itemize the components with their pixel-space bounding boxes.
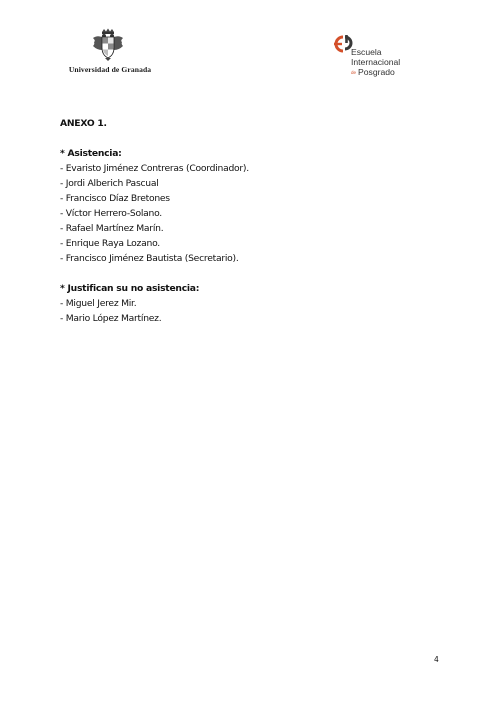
excused-list xyxy=(60,296,440,326)
school-name xyxy=(351,47,400,78)
excused-heading: * Justifican su no asistencia: xyxy=(60,283,200,294)
page-number: 4 xyxy=(434,655,439,664)
university-name: Universidad de Granada xyxy=(68,65,152,74)
annex-content xyxy=(60,116,440,326)
list-item: - Enrique Raya Lozano. xyxy=(60,238,160,249)
annex-title: ANEXO 1. xyxy=(60,118,107,129)
list-item: - Francisco Jiménez Bautista (Secretario). xyxy=(60,253,239,264)
list-item: - Rafael Martínez Marín. xyxy=(60,223,164,234)
attendance-heading: * Asistencia: xyxy=(60,148,122,159)
list-item: - Mario López Martínez. xyxy=(60,313,162,324)
list-item: - Víctor Herrero-Solano. xyxy=(60,208,162,219)
list-item: - Miguel Jerez Mir. xyxy=(60,298,137,309)
school-name-line2: Internacional xyxy=(351,57,401,67)
school-logo xyxy=(330,31,440,83)
spacer xyxy=(60,131,440,146)
school-name-line1: Escuela xyxy=(351,47,382,57)
school-name-prefix: de xyxy=(351,70,357,75)
list-item: - Jordi Alberich Pascual xyxy=(60,178,159,189)
list-item: - Evaristo Jiménez Contreras (Coordinador). xyxy=(60,163,249,174)
school-name-line3 xyxy=(351,67,400,78)
school-name-word: Posgrado xyxy=(358,67,395,77)
attendance-list xyxy=(60,161,440,266)
list-item: - Francisco Díaz Bretones xyxy=(60,193,170,204)
university-crest-icon xyxy=(90,28,126,62)
spacer xyxy=(60,266,440,281)
university-logo xyxy=(60,28,160,80)
